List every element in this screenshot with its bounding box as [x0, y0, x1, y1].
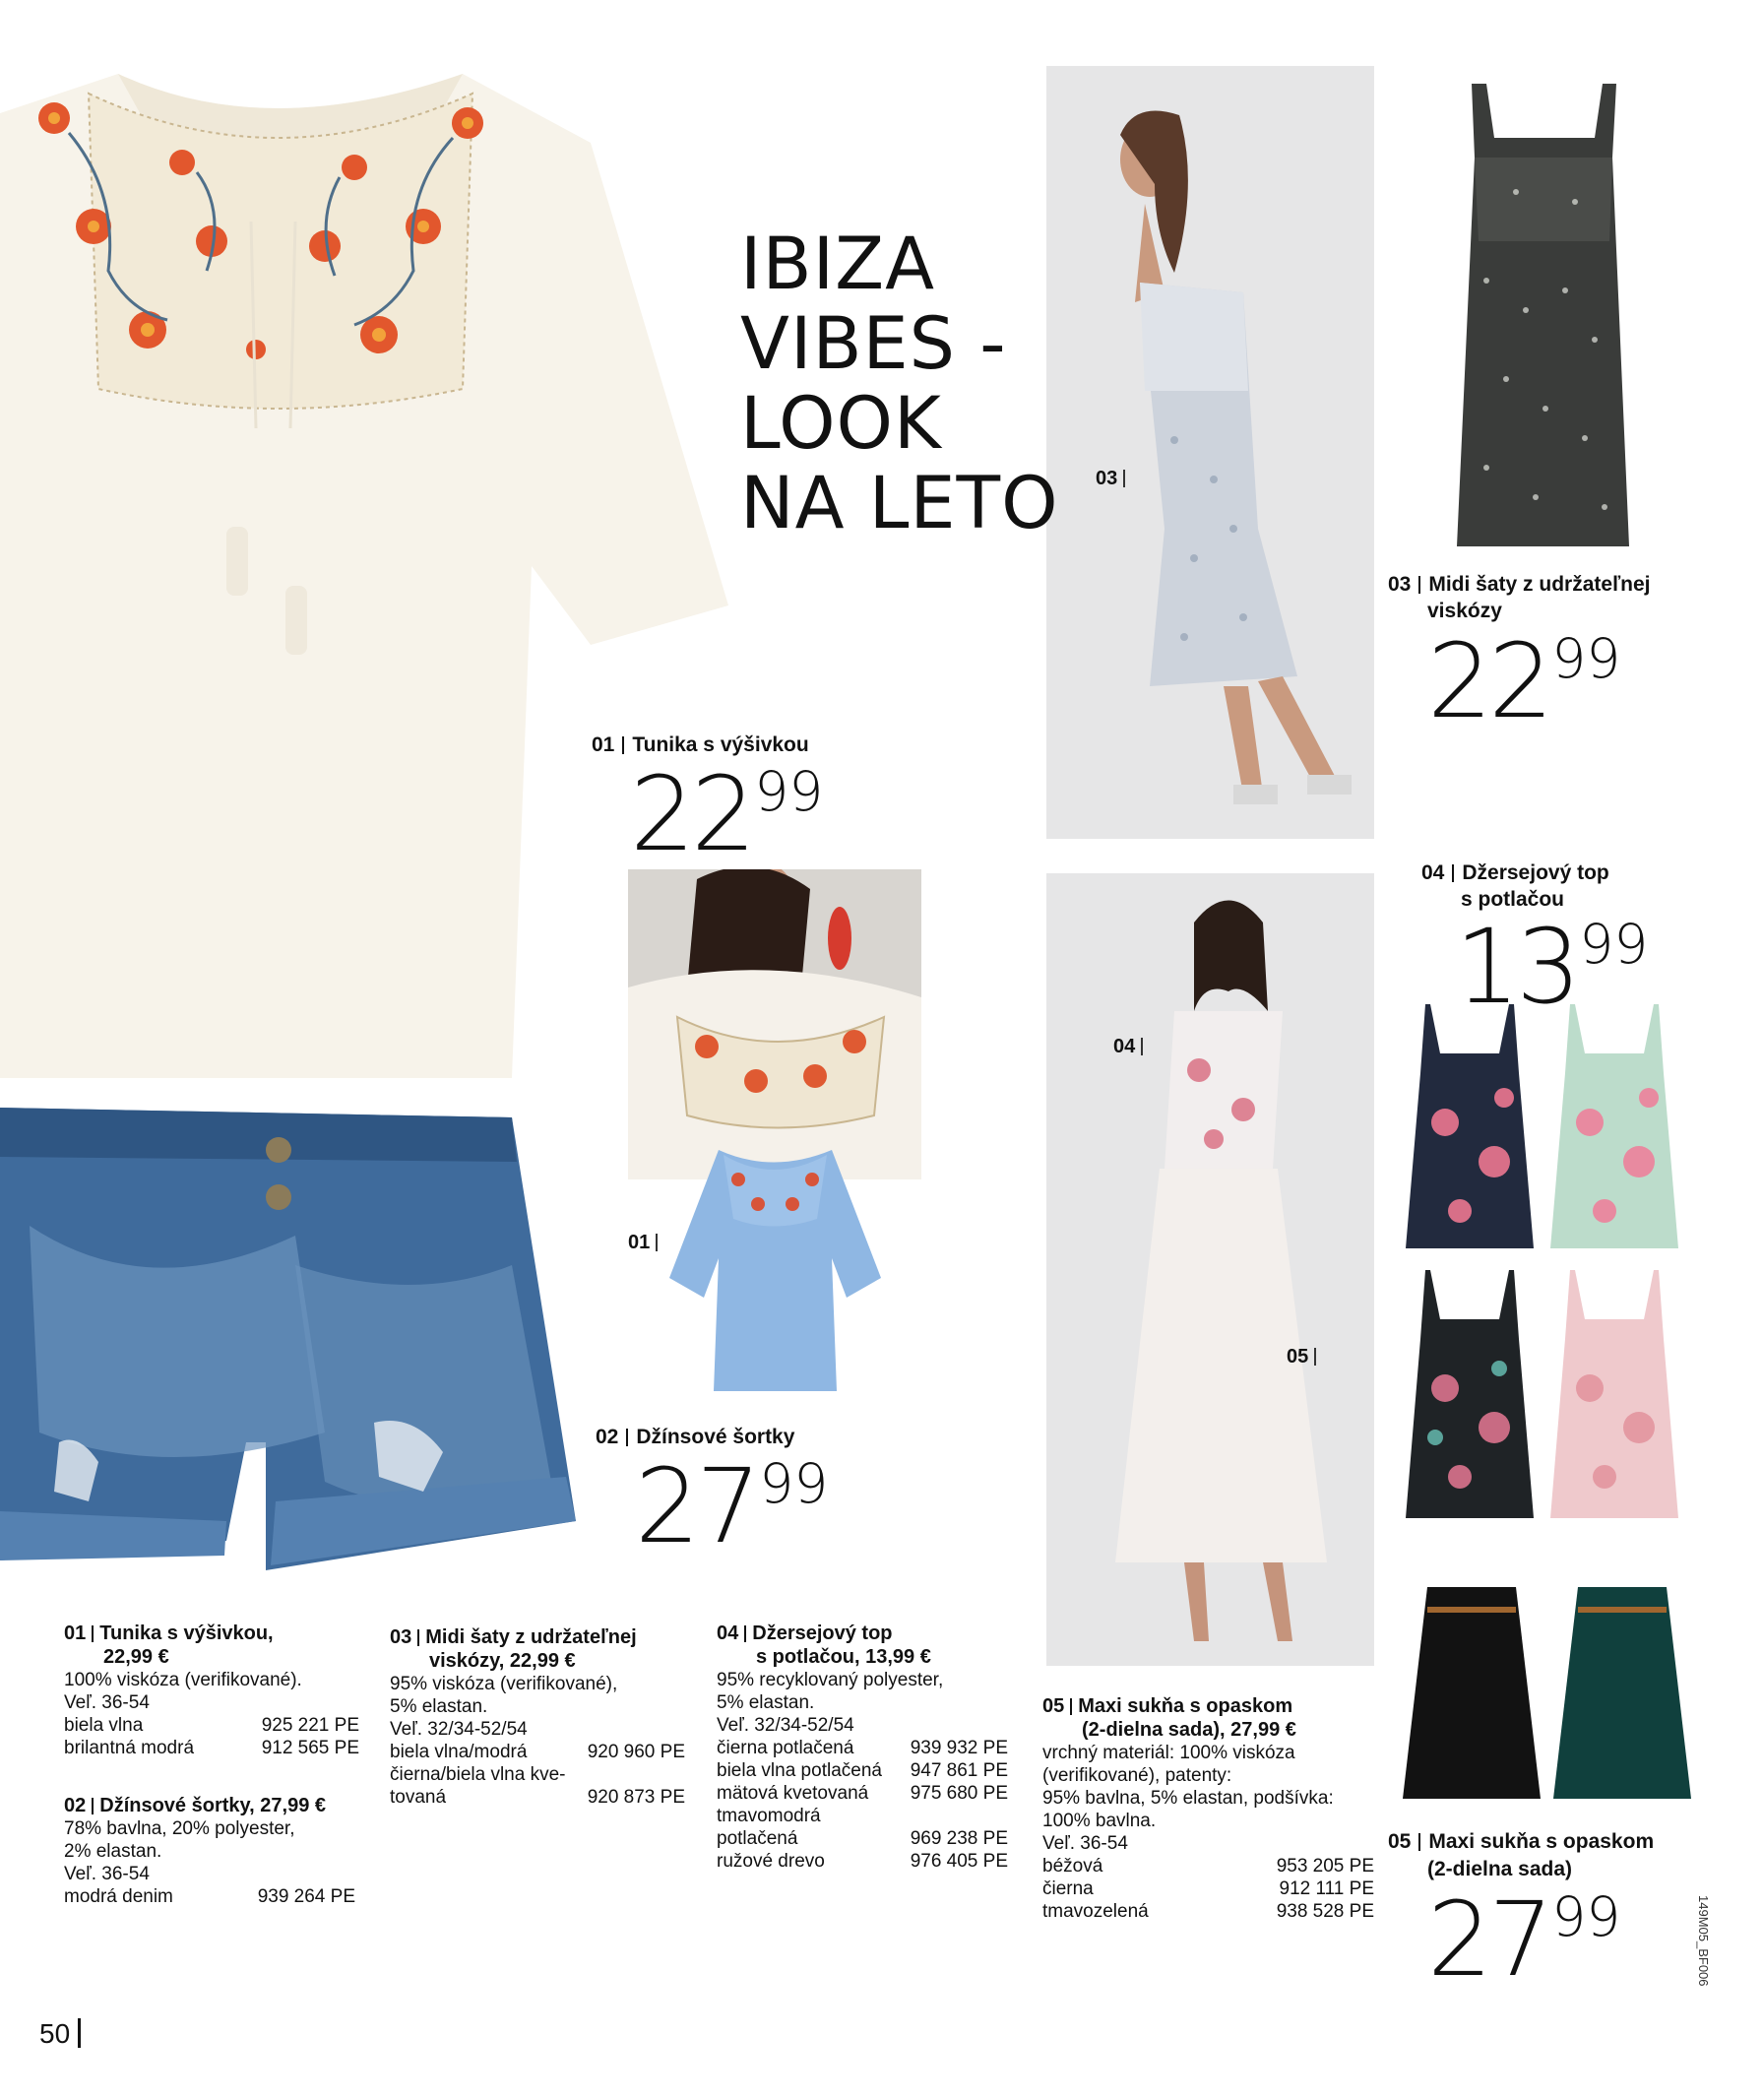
product-04-number: 04	[1421, 864, 1454, 882]
details-04-row: biela vlna potlačená 947 861 PE	[717, 1760, 1008, 1781]
headline-line-2: VIBES -	[740, 302, 1007, 386]
details-04-row: mätová kvetovaná 975 680 PE	[717, 1783, 1008, 1804]
product-01-number: 01	[592, 736, 624, 754]
product-04-name-line2: s potlačou	[1461, 888, 1565, 911]
product-03-name-line1: Midi šaty z udržateľnej	[1428, 573, 1651, 596]
details-03-row: tovaná 920 873 PE	[390, 1787, 685, 1808]
details-04-row: ružové drevo 976 405 PE	[717, 1851, 1008, 1872]
headline-line-1: IBIZA	[740, 223, 936, 306]
skirt-green-image	[1553, 1587, 1691, 1799]
product-03-name-line2: viskózy	[1427, 600, 1502, 622]
image-tag-01: 01	[628, 1232, 658, 1254]
details-04-row: tmavomodrá	[717, 1806, 821, 1826]
details-03-row: čierna/biela vlna kve-	[390, 1764, 566, 1785]
details-01-row: brilantná modrá 912 565 PE	[64, 1738, 359, 1758]
headline-line-3: LOOK	[740, 382, 942, 466]
top-navy-floral-image	[1406, 1004, 1534, 1248]
details-05-row: béžová 953 205 PE	[1042, 1856, 1374, 1877]
details-02: 02 Džínsové šortky, 27,99 € 78% bavlna, 20% polyester, 2% elastan. Veľ. 36-54 modrá denim 939 264 PE	[64, 1795, 355, 1907]
model-tunic-closeup-image	[628, 869, 921, 1179]
blue-tunic-image	[669, 1150, 881, 1391]
skirt-black-image	[1403, 1587, 1541, 1799]
details-05: 05 Maxi sukňa s opaskom (2-dielna sada), 27,99 € vrchný materiál: 100% viskóza (verifikované), patenty: 95% bavlna, 5% elastan, podšívka: 100% bavlna. Veľ. 36-54 béžová 953 205 PE čierna 912 111 PE tmavozelená 938 528 PE	[1042, 1695, 1374, 1922]
page-number: 50	[39, 2018, 81, 2050]
product-01-name: Tunika s výšivkou	[632, 733, 809, 756]
details-02-row: modrá denim 939 264 PE	[64, 1886, 355, 1907]
headline-line-4: NA LETO	[740, 462, 1059, 545]
product-03-price: 2299	[1427, 621, 1621, 741]
details-04: 04 Džersejový top s potlačou, 13,99 € 95% recyklovaný polyester, 5% elastan. Veľ. 32/34-52/54 čierna potlačená 939 932 PE biela vlna potlačená 947 861 PE mätová kvetovaná 975 680 PE tmavomodrá potlačená 969 238 PE ružové drevo 976 405 PE	[717, 1623, 1008, 1872]
details-05-row: tmavozelená 938 528 PE	[1042, 1901, 1374, 1922]
details-01-row: biela vlna 925 221 PE	[64, 1715, 359, 1736]
catalog-code: 149M05_BF006	[1696, 1895, 1711, 1987]
page-number-divider	[78, 2018, 81, 2048]
image-tag-05: 05	[1287, 1346, 1316, 1368]
details-03-row: biela vlna/modrá 920 960 PE	[390, 1742, 685, 1762]
product-02-number: 02	[596, 1429, 628, 1446]
product-05-name-line2: (2-dielna sada)	[1427, 1858, 1573, 1880]
model-top-skirt-image	[1046, 873, 1374, 1666]
product-03-label	[1388, 571, 1651, 598]
details-03: 03 Midi šaty z udržateľnej viskózy, 22,99 € 95% viskóza (verifikované), 5% elastan. Veľ. 32/34-52/54 biela vlna/modrá 920 960 PE čierna/biela vlna kve- tovaná 920 873 PE	[390, 1626, 685, 1808]
product-04-name-line1: Džersejový top	[1462, 861, 1609, 884]
details-01: 01 Tunika s výšivkou, 22,99 € 100% viskóza (verifikované). Veľ. 36-54 biela vlna 925 221 PE brilantná modrá 912 565 PE	[64, 1623, 359, 1758]
headline	[740, 224, 1065, 543]
top-black-floral-image	[1406, 1270, 1534, 1518]
product-04-price: 1399	[1455, 907, 1649, 1027]
product-02-price: 2799	[635, 1446, 829, 1566]
product-02-name: Džínsové šortky	[636, 1426, 795, 1448]
product-05-label	[1388, 1828, 1654, 1855]
model-midi-dress-image	[1046, 66, 1374, 839]
product-05-name-line1: Maxi sukňa s opaskom	[1428, 1830, 1655, 1853]
top-pink-floral-image	[1550, 1270, 1678, 1518]
top-mint-floral-image	[1550, 1004, 1678, 1248]
details-04-row: čierna potlačená 939 932 PE	[717, 1738, 1008, 1758]
image-tag-03: 03	[1096, 468, 1125, 490]
image-tag-04: 04	[1113, 1036, 1143, 1058]
floral-midi-dress-image	[1447, 84, 1639, 551]
product-01-price: 2299	[630, 754, 824, 874]
details-04-row: potlačená 969 238 PE	[717, 1828, 1008, 1849]
product-03-number: 03	[1388, 576, 1420, 594]
product-05-number: 05	[1388, 1833, 1420, 1851]
denim-shorts-image	[0, 1108, 591, 1570]
product-05-price: 2799	[1427, 1879, 1621, 2000]
product-04-label	[1421, 859, 1609, 886]
details-05-row: čierna 912 111 PE	[1042, 1878, 1374, 1899]
